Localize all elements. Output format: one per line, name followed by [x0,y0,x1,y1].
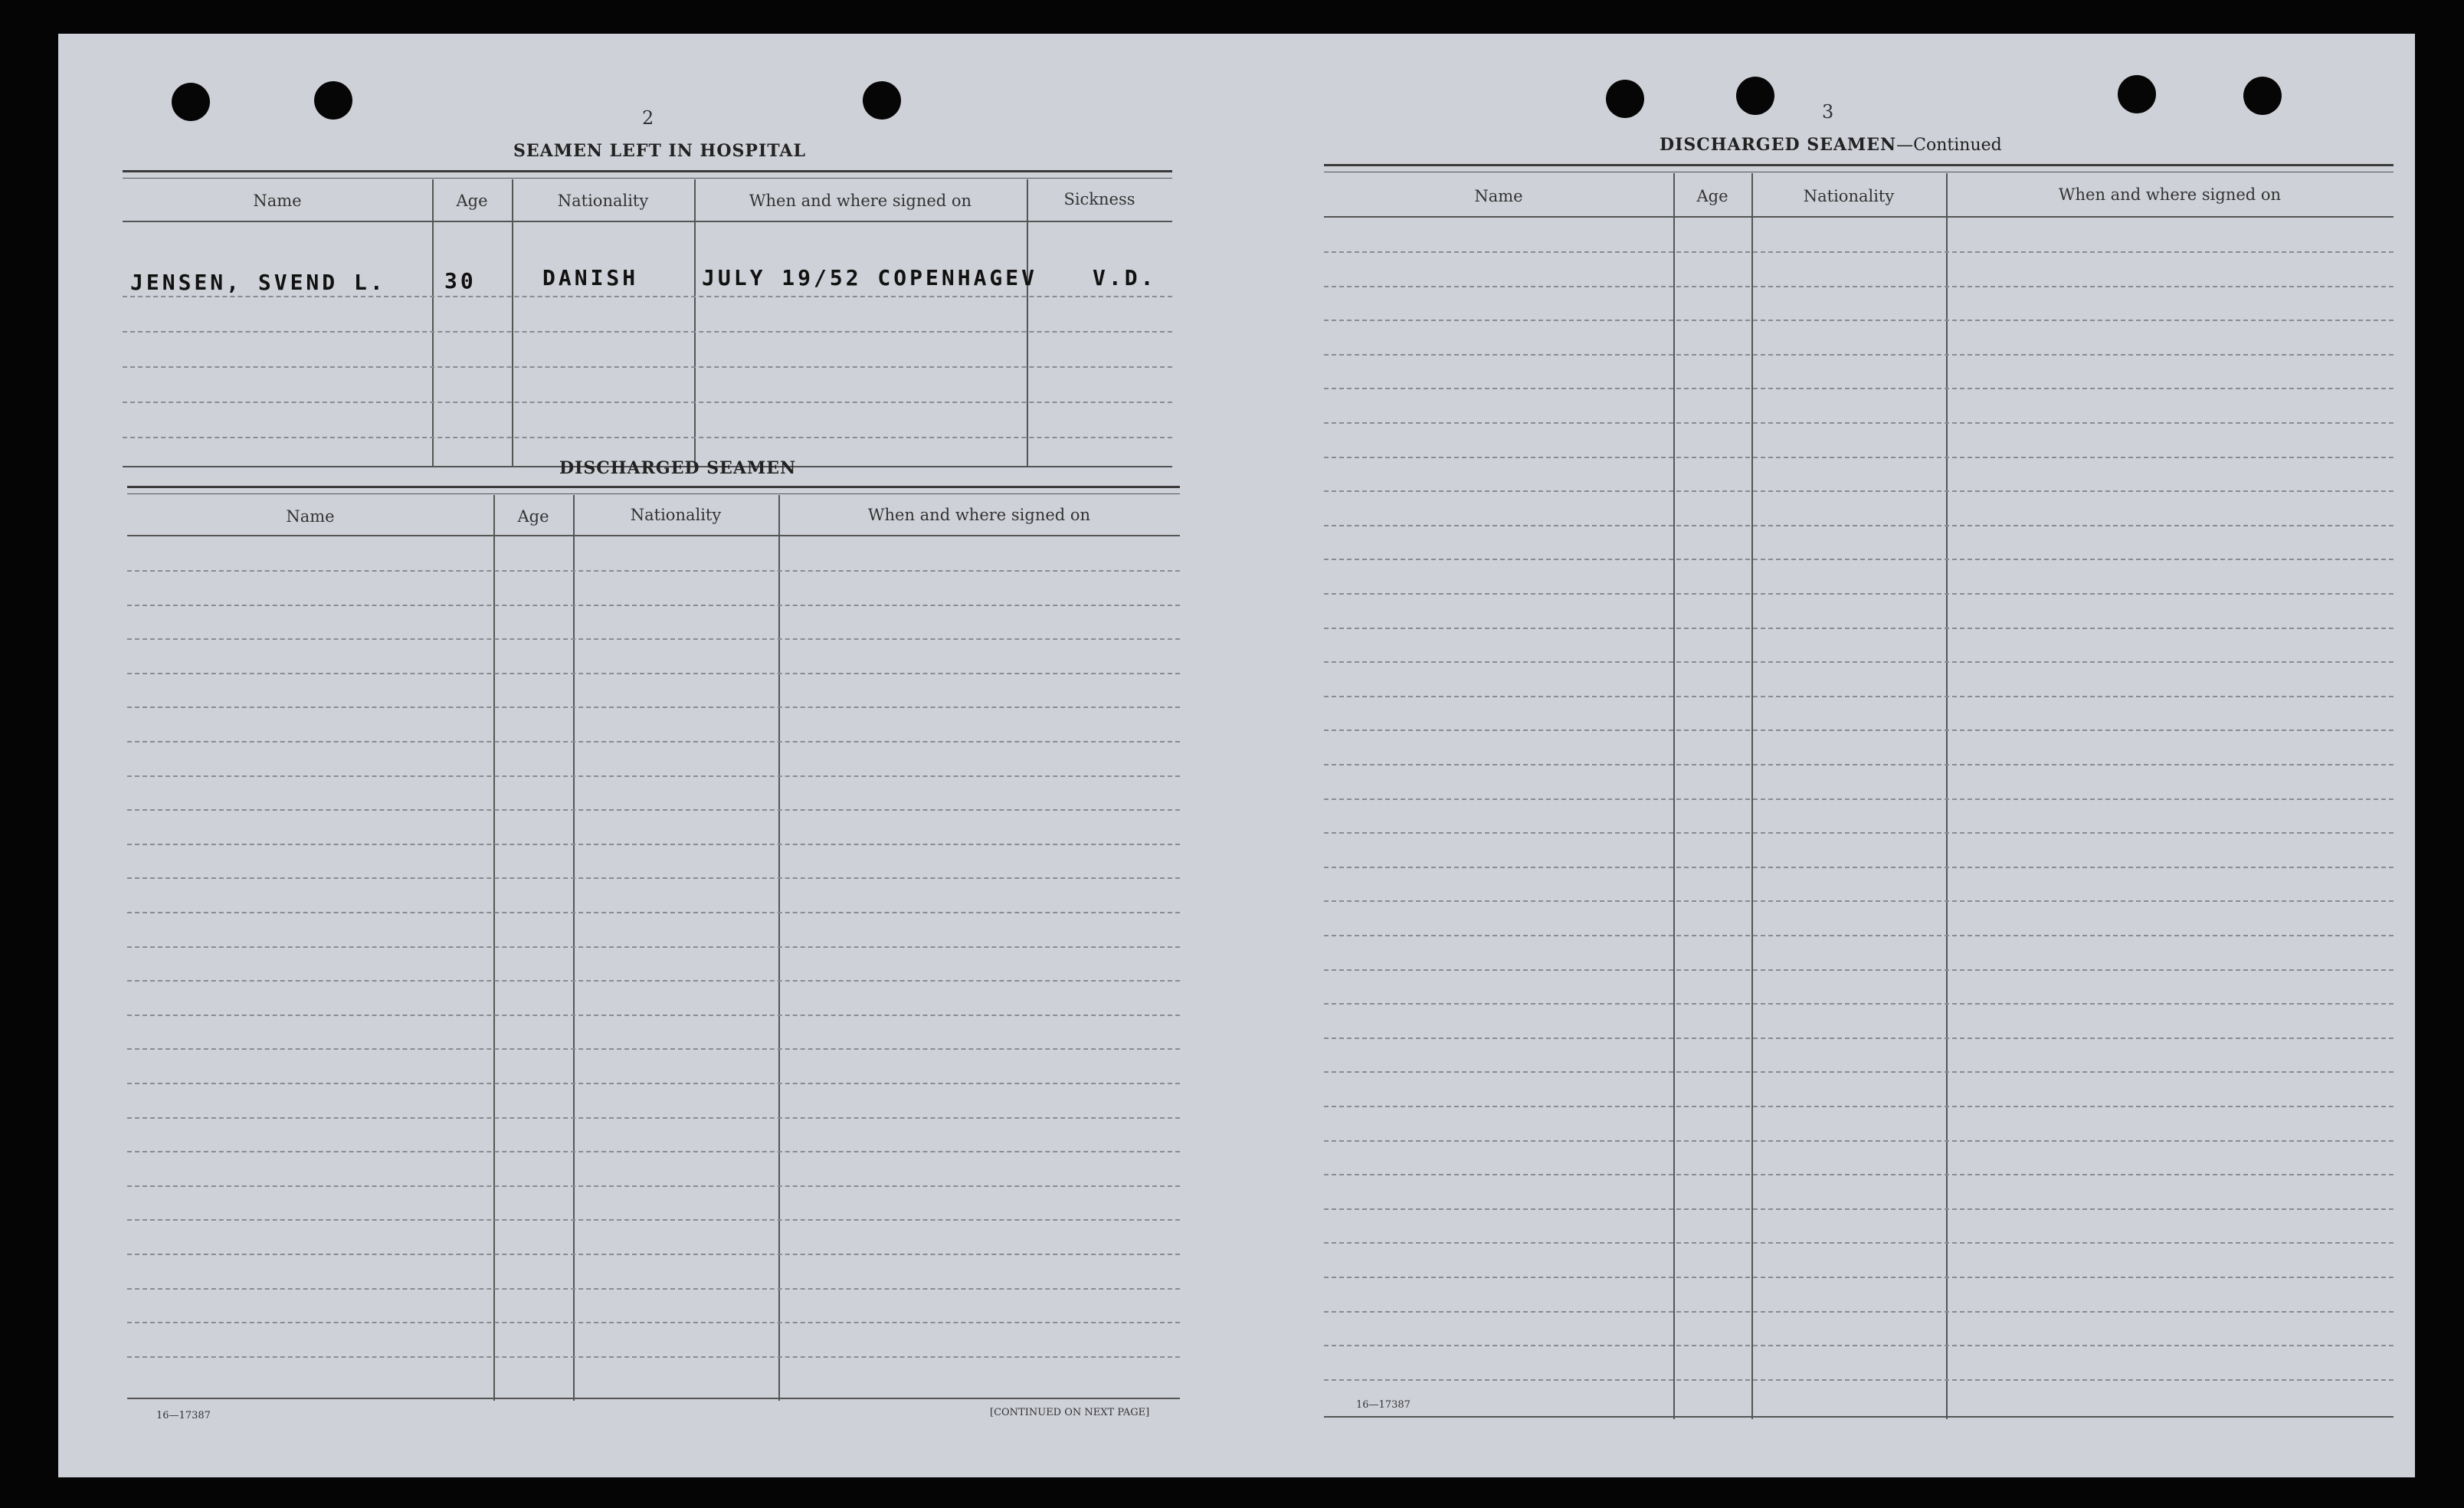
discharged-header-nationality: Nationality [630,506,722,524]
discharged-table [127,486,1180,1402]
ledger-row-line [127,1254,1180,1255]
ledger-row-line [1324,1242,2394,1244]
ledger-row-line [127,980,1180,982]
ledger-row-line [127,877,1180,879]
ledger-row-line [127,1185,1180,1187]
page-number-left: 2 [642,107,654,129]
ledger-row-line [1324,1003,2394,1005]
punch-hole-icon [314,81,352,120]
ledger-row-line [127,1322,1180,1323]
punch-hole-icon [863,81,901,120]
page-number-right: 3 [1822,101,1834,123]
ledger-row-line [1324,1379,2394,1381]
ledger-row-line [1324,1038,2394,1039]
ledger-row-line [1324,867,2394,868]
ledger-row-line [1324,559,2394,560]
ledger-row-line [1324,1140,2394,1142]
discharged-header-name: Name [286,507,335,526]
ledger-row-line [1324,320,2394,321]
punch-hole-icon [1736,77,1774,115]
ledger-row-line [1324,729,2394,731]
ledger-row-line [1324,1345,2394,1346]
continued-suffix: —Continued [1896,136,2002,155]
hospital-header-sickness: Sickness [1063,190,1135,208]
ledger-row-line [127,1015,1180,1016]
ledger-row-line [1324,1208,2394,1210]
continued-header-signed-on: When and where signed on [2058,185,2282,204]
discharged-title: DISCHARGED SEAMEN [559,458,797,478]
ledger-row-line [1324,696,2394,697]
ledger-row-line [127,1048,1180,1050]
ledger-row-line [127,775,1180,777]
ledger-row-line [127,844,1180,845]
ledger-row-line [1324,251,2394,253]
ledger-row-line [1324,286,2394,287]
continued-header-nationality: Nationality [1803,187,1895,205]
continued-note: [CONTINUED ON NEXT PAGE] [990,1407,1150,1418]
ledger-row-line [1324,593,2394,595]
ledger-row-line [1324,900,2394,902]
right-form-number: 16—17387 [1356,1399,1411,1411]
hospital-title: SEAMEN LEFT IN HOSPITAL [513,141,806,161]
discharged-header-signed-on: When and where signed on [867,506,1091,524]
ledger-row-line [127,638,1180,640]
ledger-row-line [1324,490,2394,492]
ledger-row-line [1324,1277,2394,1278]
ledger-row-line [127,1219,1180,1221]
continued-header-age: Age [1696,187,1728,205]
ledger-row-line [127,1288,1180,1290]
discharged-continued-table [1324,164,2394,1421]
ledger-row-line [127,1356,1180,1358]
ledger-row-line [1324,798,2394,800]
ledger-row-line [127,912,1180,913]
punch-hole-icon [1606,80,1644,118]
punch-hole-icon [172,83,210,121]
ledger-row-line [127,1151,1180,1152]
ledger-row-line [1324,525,2394,526]
hospital-header-nationality: Nationality [557,192,649,210]
ledger-row-line [127,706,1180,708]
ledger-row-line [1324,935,2394,936]
punch-hole-icon [2118,75,2156,113]
continued-header-name: Name [1474,187,1523,205]
ledger-row-line [127,1117,1180,1119]
ledger-row-line [1324,661,2394,663]
hospital-entry-nationality: DANISH [542,265,639,290]
ledger-row-line [127,741,1180,743]
hospital-entry-signed-on: JULY 19/52 COPENHAGEV [702,265,1038,290]
ledger-row-line [1324,422,2394,424]
punch-hole-icon [2243,77,2282,115]
hospital-header-age: Age [456,192,488,210]
ledger-row-line [1324,832,2394,834]
document-sheet [58,34,2415,1477]
ledger-row-line [1324,388,2394,389]
hospital-table [123,170,1172,467]
ledger-row-line [127,605,1180,606]
discharged-continued-label: DISCHARGED SEAMEN [1660,135,1897,155]
ledger-row-line [1324,1106,2394,1107]
discharged-header-age: Age [517,507,549,526]
hospital-entry-sickness: V.D. [1093,265,1157,290]
hospital-header-name: Name [253,192,302,210]
ledger-row-line [1324,1174,2394,1175]
ledger-row-line [1324,354,2394,356]
left-form-number: 16—17387 [156,1410,211,1421]
ledger-row-line [127,570,1180,572]
hospital-entry-name: JENSEN, SVEND L. [130,270,386,295]
ledger-row-line [1324,1071,2394,1073]
hospital-header-signed-on: When and where signed on [749,192,972,210]
ledger-row-line [127,1083,1180,1084]
ledger-row-line [127,809,1180,811]
discharged-continued-title [1660,135,2002,155]
ledger-row-line [127,946,1180,948]
ledger-row-line [1324,1311,2394,1313]
ledger-row-line [127,673,1180,674]
ledger-row-line [1324,764,2394,765]
ledger-row-line [1324,628,2394,629]
hospital-entry-age: 30 [444,268,477,293]
ledger-row-line [1324,969,2394,971]
ledger-row-line [1324,457,2394,458]
